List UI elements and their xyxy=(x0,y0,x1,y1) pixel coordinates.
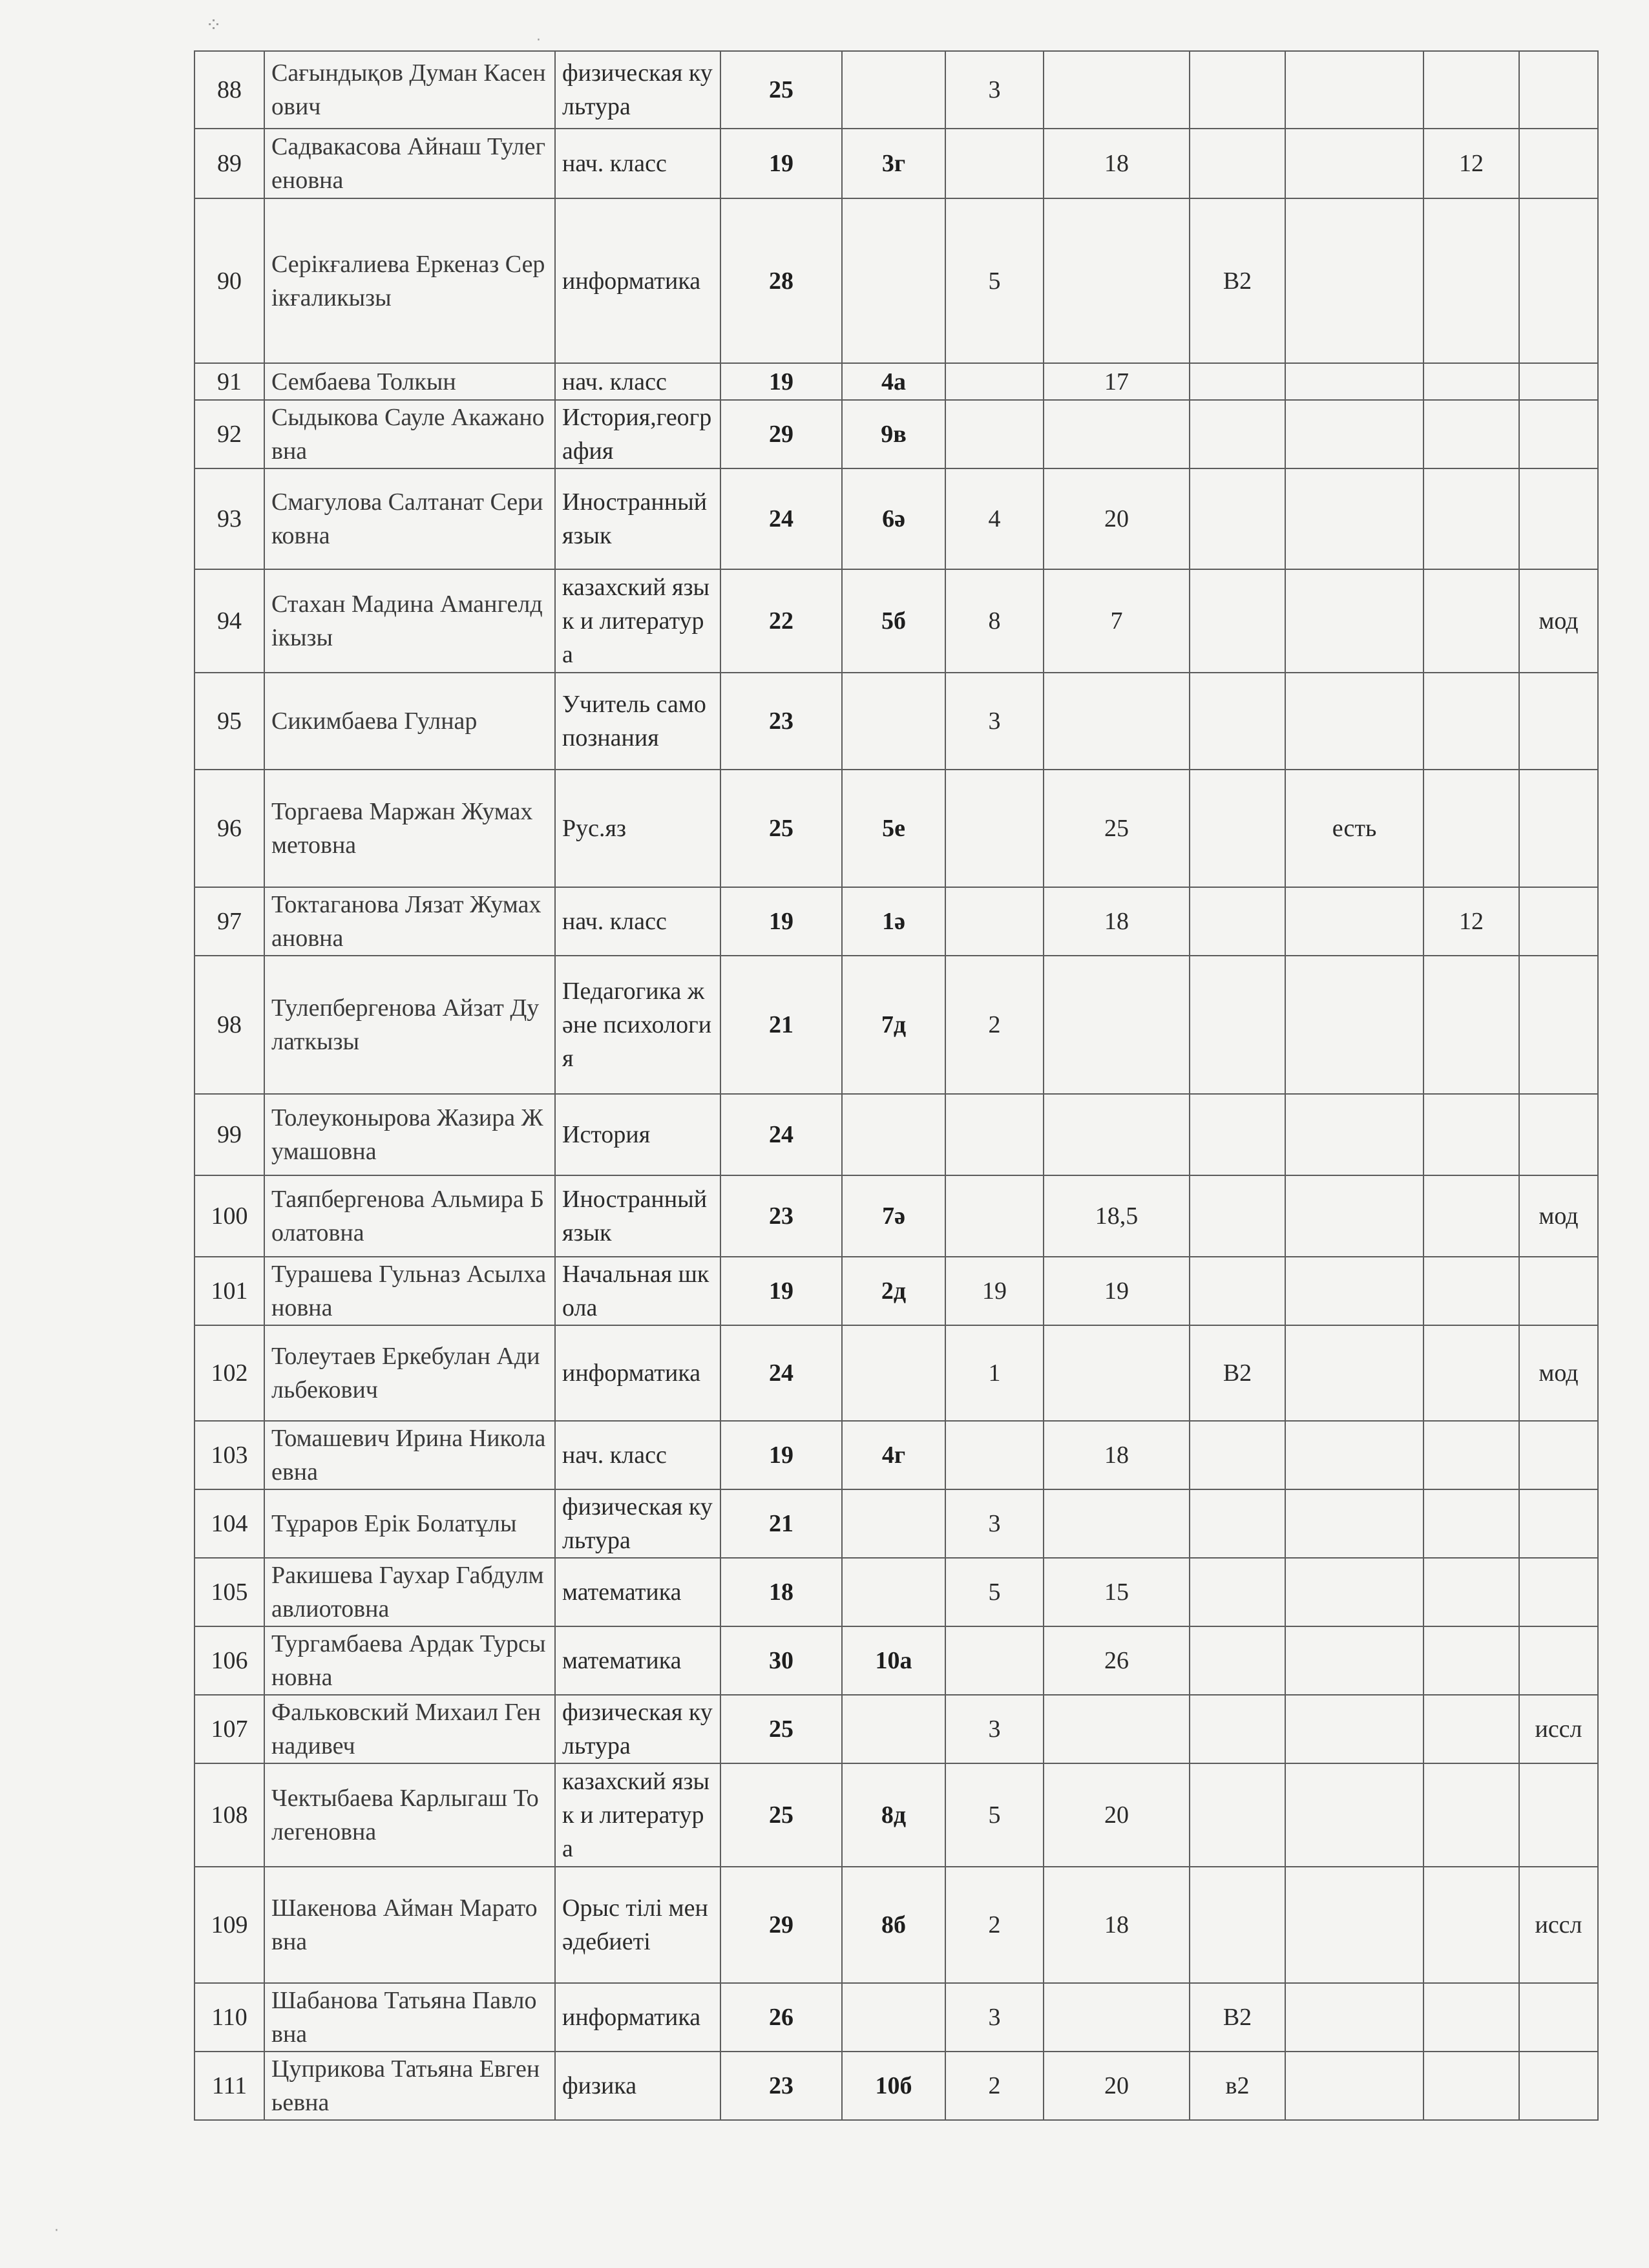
table-row xyxy=(194,51,1598,129)
age-value: 30 xyxy=(720,1626,842,1695)
teacher-name: Сикимбаева Гулнар xyxy=(264,673,555,770)
column-value: 18 xyxy=(1044,129,1190,198)
column-value xyxy=(1190,468,1285,569)
column-value xyxy=(1044,1983,1190,2052)
table-row xyxy=(194,887,1598,956)
column-value: 20 xyxy=(1044,2052,1190,2120)
subject: Иностранный язык xyxy=(555,468,720,569)
note-value xyxy=(1519,1489,1598,1558)
table-row xyxy=(194,770,1598,887)
column-value: В2 xyxy=(1190,1983,1285,2052)
class-value: 6ә xyxy=(842,468,945,569)
column-value xyxy=(945,400,1044,468)
column-value xyxy=(1423,1325,1519,1421)
table-row xyxy=(194,1094,1598,1175)
note-value xyxy=(1519,1763,1598,1867)
subject: История,география xyxy=(555,400,720,468)
class-value: 8б xyxy=(842,1867,945,1983)
row-number: 91 xyxy=(194,363,264,400)
column-value xyxy=(1423,198,1519,363)
class-value xyxy=(842,51,945,129)
class-value: 10б xyxy=(842,2052,945,2120)
table-row xyxy=(194,1626,1598,1695)
column-value xyxy=(945,887,1044,956)
column-value: в2 xyxy=(1190,2052,1285,2120)
age-value: 29 xyxy=(720,1867,842,1983)
class-value xyxy=(842,1489,945,1558)
column-value xyxy=(1285,129,1423,198)
column-value xyxy=(1190,1175,1285,1257)
scan-speck-icon: ⁘ xyxy=(205,14,222,37)
class-value xyxy=(842,1983,945,2052)
teacher-name: Тұраров Ерік Болатұлы xyxy=(264,1489,555,1558)
column-value xyxy=(1423,1558,1519,1626)
teacher-name: Толеуконырова Жазира Жумашовна xyxy=(264,1094,555,1175)
subject: математика xyxy=(555,1558,720,1626)
table-row xyxy=(194,1325,1598,1421)
column-value xyxy=(1423,673,1519,770)
column-value: 3 xyxy=(945,51,1044,129)
column-value xyxy=(1423,1175,1519,1257)
class-value: 4г xyxy=(842,1421,945,1489)
column-value xyxy=(1285,1983,1423,2052)
age-value: 21 xyxy=(720,1489,842,1558)
subject: казахский язык и литература xyxy=(555,569,720,673)
scan-speck-icon: · xyxy=(536,32,541,48)
subject: Орыс тілі мен әдебиеті xyxy=(555,1867,720,1983)
column-value xyxy=(1190,400,1285,468)
class-value xyxy=(842,198,945,363)
teacher-name: Торгаева Маржан Жумахметовна xyxy=(264,770,555,887)
table-row xyxy=(194,468,1598,569)
subject: физическая культура xyxy=(555,1695,720,1763)
teacher-name: Цуприкова Татьяна Евгеньевна xyxy=(264,2052,555,2120)
subject: Педагогика және психология xyxy=(555,956,720,1094)
column-value: 18,5 xyxy=(1044,1175,1190,1257)
teacher-name: Серікғалиева Еркеназ Серікғаликызы xyxy=(264,198,555,363)
table-body xyxy=(194,51,1598,2120)
column-value: 7 xyxy=(1044,569,1190,673)
row-number: 92 xyxy=(194,400,264,468)
column-value: 5 xyxy=(945,1763,1044,1867)
class-value xyxy=(842,1325,945,1421)
column-value xyxy=(1423,569,1519,673)
age-value: 24 xyxy=(720,1094,842,1175)
table-row xyxy=(194,2052,1598,2120)
column-value xyxy=(1285,1626,1423,1695)
row-number: 100 xyxy=(194,1175,264,1257)
subject: нач. класс xyxy=(555,363,720,400)
row-number: 103 xyxy=(194,1421,264,1489)
note-value xyxy=(1519,1626,1598,1695)
subject: Начальная школа xyxy=(555,1257,720,1325)
class-value xyxy=(842,1695,945,1763)
note-value: мод xyxy=(1519,569,1598,673)
column-value xyxy=(1285,887,1423,956)
column-value xyxy=(1285,956,1423,1094)
age-value: 24 xyxy=(720,1325,842,1421)
row-number: 96 xyxy=(194,770,264,887)
column-value xyxy=(1190,51,1285,129)
age-value: 25 xyxy=(720,1695,842,1763)
class-value xyxy=(842,1558,945,1626)
age-value: 25 xyxy=(720,770,842,887)
column-value xyxy=(1190,1626,1285,1695)
column-value xyxy=(1190,673,1285,770)
column-value: 26 xyxy=(1044,1626,1190,1695)
teacher-name: Таяпбергенова Альмира Болатовна xyxy=(264,1175,555,1257)
column-value: 12 xyxy=(1423,887,1519,956)
column-value xyxy=(1423,1489,1519,1558)
column-value xyxy=(1285,569,1423,673)
row-number: 107 xyxy=(194,1695,264,1763)
teacher-name: Ракишева Гаухар Габдулмавлиотовна xyxy=(264,1558,555,1626)
age-value: 28 xyxy=(720,198,842,363)
table-row xyxy=(194,673,1598,770)
note-value xyxy=(1519,2052,1598,2120)
column-value: 17 xyxy=(1044,363,1190,400)
column-value: 18 xyxy=(1044,1867,1190,1983)
row-number: 102 xyxy=(194,1325,264,1421)
table-row xyxy=(194,1763,1598,1867)
column-value: 18 xyxy=(1044,1421,1190,1489)
teacher-name: Томашевич Ирина Николаевна xyxy=(264,1421,555,1489)
column-value xyxy=(1423,956,1519,1094)
column-value: 2 xyxy=(945,1867,1044,1983)
age-value: 22 xyxy=(720,569,842,673)
note-value xyxy=(1519,673,1598,770)
column-value xyxy=(945,1175,1044,1257)
column-value xyxy=(1044,956,1190,1094)
column-value xyxy=(1423,1257,1519,1325)
class-value xyxy=(842,1094,945,1175)
column-value xyxy=(1044,400,1190,468)
row-number: 101 xyxy=(194,1257,264,1325)
column-value: 12 xyxy=(1423,129,1519,198)
column-value xyxy=(1190,1257,1285,1325)
column-value: 8 xyxy=(945,569,1044,673)
note-value xyxy=(1519,400,1598,468)
column-value xyxy=(1285,1421,1423,1489)
column-value xyxy=(1285,1489,1423,1558)
note-value: мод xyxy=(1519,1175,1598,1257)
subject: нач. класс xyxy=(555,1421,720,1489)
row-number: 97 xyxy=(194,887,264,956)
column-value: 19 xyxy=(945,1257,1044,1325)
table-row xyxy=(194,1257,1598,1325)
column-value xyxy=(1423,1763,1519,1867)
column-value xyxy=(1285,198,1423,363)
column-value xyxy=(945,129,1044,198)
teacher-name: Шабанова Татьяна Павловна xyxy=(264,1983,555,2052)
age-value: 25 xyxy=(720,51,842,129)
class-value: 7д xyxy=(842,956,945,1094)
column-value xyxy=(1423,51,1519,129)
class-value: 8д xyxy=(842,1763,945,1867)
column-value xyxy=(1190,1558,1285,1626)
column-value: 18 xyxy=(1044,887,1190,956)
age-value: 23 xyxy=(720,1175,842,1257)
note-value xyxy=(1519,956,1598,1094)
note-value: иссл xyxy=(1519,1867,1598,1983)
row-number: 90 xyxy=(194,198,264,363)
row-number: 106 xyxy=(194,1626,264,1695)
teacher-name: Стахан Мадина Амангелдікызы xyxy=(264,569,555,673)
column-value xyxy=(1285,2052,1423,2120)
age-value: 23 xyxy=(720,673,842,770)
teacher-name: Сыдыкова Сауле Акажановна xyxy=(264,400,555,468)
column-value xyxy=(1044,1325,1190,1421)
column-value: 4 xyxy=(945,468,1044,569)
table-row xyxy=(194,1558,1598,1626)
class-value: 4а xyxy=(842,363,945,400)
column-value: 2 xyxy=(945,956,1044,1094)
table-row xyxy=(194,956,1598,1094)
column-value: 5 xyxy=(945,198,1044,363)
column-value xyxy=(1285,1325,1423,1421)
column-value xyxy=(1423,770,1519,887)
column-value xyxy=(1285,673,1423,770)
subject: математика xyxy=(555,1626,720,1695)
column-value xyxy=(1423,1421,1519,1489)
class-value: 9в xyxy=(842,400,945,468)
column-value xyxy=(1423,1626,1519,1695)
column-value xyxy=(1190,1421,1285,1489)
table-row xyxy=(194,363,1598,400)
class-value: 7ә xyxy=(842,1175,945,1257)
column-value xyxy=(1423,1695,1519,1763)
subject: Учитель самопознания xyxy=(555,673,720,770)
column-value xyxy=(1044,198,1190,363)
teacher-name: Смагулова Салтанат Сериковна xyxy=(264,468,555,569)
column-value xyxy=(1044,1094,1190,1175)
column-value xyxy=(1285,1558,1423,1626)
column-value xyxy=(1044,1489,1190,1558)
note-value xyxy=(1519,129,1598,198)
row-number: 109 xyxy=(194,1867,264,1983)
column-value: 20 xyxy=(1044,1763,1190,1867)
teacher-name: Фальковский Михаил Геннадивеч xyxy=(264,1695,555,1763)
table-row xyxy=(194,569,1598,673)
teacher-name: Тургамбаева Ардак Турсыновна xyxy=(264,1626,555,1695)
column-value xyxy=(1285,1695,1423,1763)
table-row xyxy=(194,1421,1598,1489)
column-value xyxy=(1285,468,1423,569)
column-value xyxy=(1423,2052,1519,2120)
class-value: 10а xyxy=(842,1626,945,1695)
note-value: иссл xyxy=(1519,1695,1598,1763)
column-value xyxy=(1190,887,1285,956)
class-value: 5е xyxy=(842,770,945,887)
row-number: 104 xyxy=(194,1489,264,1558)
teacher-name: Сағындықов Думан Касенович xyxy=(264,51,555,129)
note-value xyxy=(1519,770,1598,887)
note-value xyxy=(1519,468,1598,569)
column-value xyxy=(1190,770,1285,887)
age-value: 18 xyxy=(720,1558,842,1626)
subject: Рус.яз xyxy=(555,770,720,887)
column-value xyxy=(1423,400,1519,468)
column-value xyxy=(1285,1257,1423,1325)
column-value: 3 xyxy=(945,1695,1044,1763)
table-row xyxy=(194,198,1598,363)
scan-speck-icon: · xyxy=(54,2223,59,2239)
note-value xyxy=(1519,1094,1598,1175)
column-value xyxy=(1423,1983,1519,2052)
age-value: 19 xyxy=(720,1421,842,1489)
note-value xyxy=(1519,1983,1598,2052)
column-value xyxy=(1190,956,1285,1094)
teacher-name: Толеутаев Еркебулан Адильбекович xyxy=(264,1325,555,1421)
column-value: В2 xyxy=(1190,1325,1285,1421)
row-number: 111 xyxy=(194,2052,264,2120)
table-row xyxy=(194,1867,1598,1983)
column-value xyxy=(945,1094,1044,1175)
column-value xyxy=(1044,1695,1190,1763)
note-value xyxy=(1519,887,1598,956)
column-value xyxy=(1190,1763,1285,1867)
column-value xyxy=(945,770,1044,887)
teacher-name: Садвакасова Айнаш Тулегеновна xyxy=(264,129,555,198)
row-number: 93 xyxy=(194,468,264,569)
column-value xyxy=(1044,673,1190,770)
column-value: В2 xyxy=(1190,198,1285,363)
table-row xyxy=(194,1175,1598,1257)
row-number: 105 xyxy=(194,1558,264,1626)
column-value: 5 xyxy=(945,1558,1044,1626)
column-value xyxy=(945,1421,1044,1489)
column-value xyxy=(1044,51,1190,129)
teacher-name: Тулепбергенова Айзат Дулаткызы xyxy=(264,956,555,1094)
class-value: 5б xyxy=(842,569,945,673)
column-value xyxy=(1190,363,1285,400)
subject: информатика xyxy=(555,1325,720,1421)
class-value: 3г xyxy=(842,129,945,198)
class-value xyxy=(842,673,945,770)
column-value: 3 xyxy=(945,673,1044,770)
column-value xyxy=(1285,1175,1423,1257)
age-value: 25 xyxy=(720,1763,842,1867)
column-value xyxy=(1423,363,1519,400)
subject: информатика xyxy=(555,198,720,363)
subject: физическая культура xyxy=(555,51,720,129)
column-value: 25 xyxy=(1044,770,1190,887)
column-value xyxy=(1190,1867,1285,1983)
age-value: 19 xyxy=(720,129,842,198)
table-row xyxy=(194,400,1598,468)
subject: нач. класс xyxy=(555,887,720,956)
column-value: 19 xyxy=(1044,1257,1190,1325)
subject: информатика xyxy=(555,1983,720,2052)
column-value xyxy=(945,363,1044,400)
age-value: 24 xyxy=(720,468,842,569)
teacher-name: Шакенова Айман Маратовна xyxy=(264,1867,555,1983)
note-value xyxy=(1519,51,1598,129)
column-value xyxy=(1190,129,1285,198)
column-value xyxy=(1190,1695,1285,1763)
age-value: 19 xyxy=(720,1257,842,1325)
class-value: 1ә xyxy=(842,887,945,956)
teacher-name: Чектыбаева Карлыгаш Толегеновна xyxy=(264,1763,555,1867)
column-value xyxy=(1285,1763,1423,1867)
column-value xyxy=(945,1626,1044,1695)
column-value: есть xyxy=(1285,770,1423,887)
note-value xyxy=(1519,363,1598,400)
column-value xyxy=(1190,1094,1285,1175)
column-value: 2 xyxy=(945,2052,1044,2120)
column-value xyxy=(1285,363,1423,400)
age-value: 23 xyxy=(720,2052,842,2120)
column-value: 1 xyxy=(945,1325,1044,1421)
table-row xyxy=(194,1695,1598,1763)
column-value: 15 xyxy=(1044,1558,1190,1626)
table-row xyxy=(194,1983,1598,2052)
row-number: 99 xyxy=(194,1094,264,1175)
table-row xyxy=(194,1489,1598,1558)
teacher-name: Сембаева Толкын xyxy=(264,363,555,400)
teacher-name: Токтаганова Лязат Жумахановна xyxy=(264,887,555,956)
row-number: 94 xyxy=(194,569,264,673)
table-row xyxy=(194,129,1598,198)
row-number: 110 xyxy=(194,1983,264,2052)
teachers-table xyxy=(194,50,1599,2121)
row-number: 95 xyxy=(194,673,264,770)
column-value xyxy=(1423,468,1519,569)
age-value: 26 xyxy=(720,1983,842,2052)
note-value xyxy=(1519,198,1598,363)
age-value: 29 xyxy=(720,400,842,468)
row-number: 108 xyxy=(194,1763,264,1867)
row-number: 89 xyxy=(194,129,264,198)
row-number: 98 xyxy=(194,956,264,1094)
subject: физическая культура xyxy=(555,1489,720,1558)
column-value xyxy=(1190,569,1285,673)
subject: История xyxy=(555,1094,720,1175)
subject: казахский язык и литература xyxy=(555,1763,720,1867)
column-value xyxy=(1190,1489,1285,1558)
column-value: 3 xyxy=(945,1983,1044,2052)
column-value: 3 xyxy=(945,1489,1044,1558)
age-value: 21 xyxy=(720,956,842,1094)
column-value xyxy=(1285,51,1423,129)
column-value xyxy=(1285,1867,1423,1983)
row-number: 88 xyxy=(194,51,264,129)
subject: нач. класс xyxy=(555,129,720,198)
column-value xyxy=(1423,1094,1519,1175)
subject: физика xyxy=(555,2052,720,2120)
age-value: 19 xyxy=(720,887,842,956)
column-value xyxy=(1285,400,1423,468)
subject: Иностранный язык xyxy=(555,1175,720,1257)
teacher-name: Турашева Гульназ Асылхановна xyxy=(264,1257,555,1325)
note-value xyxy=(1519,1558,1598,1626)
note-value xyxy=(1519,1257,1598,1325)
column-value xyxy=(1285,1094,1423,1175)
note-value xyxy=(1519,1421,1598,1489)
age-value: 19 xyxy=(720,363,842,400)
column-value: 20 xyxy=(1044,468,1190,569)
note-value: мод xyxy=(1519,1325,1598,1421)
column-value xyxy=(1423,1867,1519,1983)
class-value: 2д xyxy=(842,1257,945,1325)
